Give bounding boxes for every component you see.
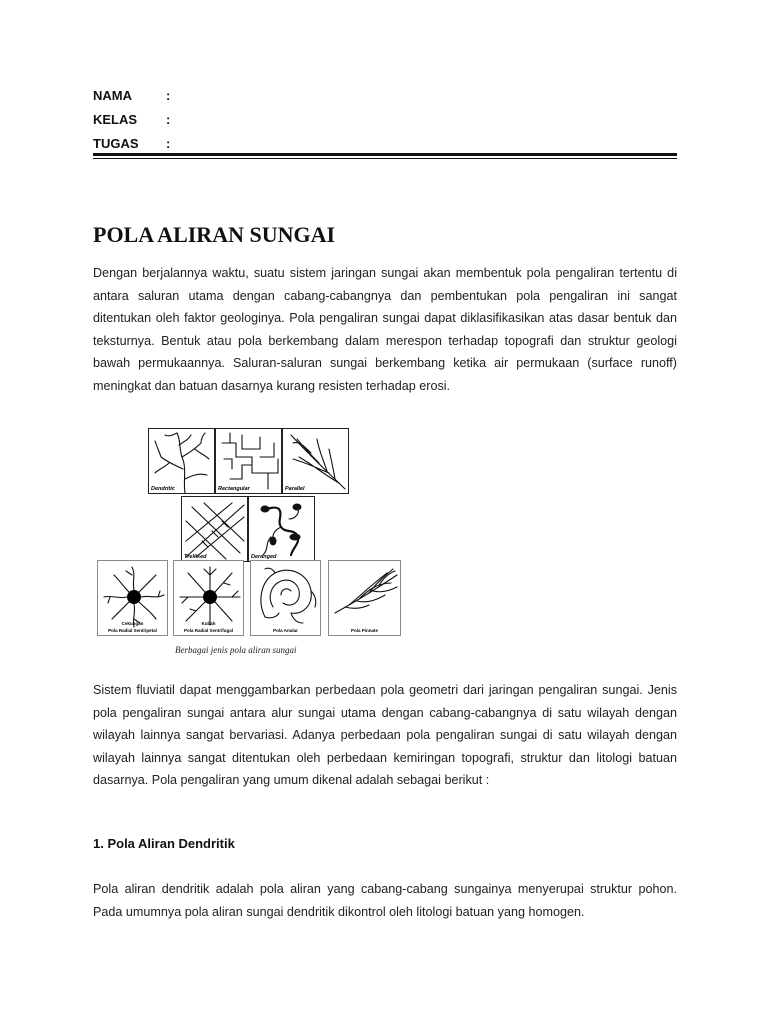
radial-centrifugal-sublabel: Kubah [201, 621, 216, 626]
class-label: KELAS [93, 112, 138, 127]
trellised-label: Trellised [184, 554, 207, 560]
deranged-label: Deranged [251, 554, 277, 560]
pinnate-label: Pola Pinnate [350, 628, 378, 633]
radial-centrifugal-panel [173, 560, 244, 636]
radial-centrifugal-label: Pola Radial Sentrifugal [183, 628, 233, 633]
name-colon: : [166, 88, 171, 103]
radial-centripetal-sublabel: Cekungan [121, 621, 144, 626]
rectangular-panel [215, 428, 282, 494]
header-rule-thin [93, 158, 677, 159]
header-rule-thick [93, 153, 677, 156]
radial-centripetal-label: Pola Radial Sentripetal [108, 628, 157, 633]
name-field [93, 88, 170, 103]
task-colon: : [166, 136, 171, 151]
class-field [93, 112, 170, 127]
body-paragraph: Sistem fluviatil dapat menggambarkan perbedaan pola geometri dari jaringan pengaliran sungai. Jenis pola pengaliran sungai antara alur sungai utama dengan cabang-cabangnya di satu wilayah dengan wilayah lainnya sangat bervariasi. Adanya perbedaan pola pengaliran sungai di satu wilayah dengan wilayah lainnya sangat ditentukan oleh perbedaan kemiringan topografi, struktur dan litologi batuan dasarnya. Pola pengaliran yang umum dikenal adalah sebagai berikut : [93, 683, 677, 788]
drainage-pattern-figure [93, 426, 423, 664]
dendritic-label: Dendritic [151, 486, 175, 492]
figure-caption: Berbagai jenis pola aliran sungai [175, 645, 297, 655]
annular-panel [250, 560, 321, 636]
pinnate-drawing [329, 561, 402, 637]
class-colon: : [166, 112, 171, 127]
parallel-label: Parallel [285, 486, 305, 492]
task-field [93, 136, 170, 151]
trellised-panel [181, 496, 248, 562]
radial-centripetal-panel [97, 560, 168, 636]
dendritic-paragraph: Pola aliran dendritik adalah pola aliran yang cabang-cabang sungainya menyerupai struktur pohon. Pada umumnya pola aliran sungai dendritik dikontrol oleh litologi batuan yang homogen. [93, 882, 677, 919]
annular-drawing [251, 561, 322, 637]
deranged-panel [248, 496, 315, 562]
rectangular-label: Rectangular [218, 486, 250, 492]
section-heading-dendritic: 1. Pola Aliran Dendritik [93, 836, 235, 851]
intro-paragraph: Dengan berjalannya waktu, suatu sistem jaringan sungai akan membentuk pola pengaliran tertentu di antara saluran utama dengan cabang-cabangnya dan pembentukan pola pengaliran ini sangat ditentukan oleh faktor geologinya. Pola pengaliran sungai dapat diklasifikasikan atas dasar bentuk dan teksturnya. Bentuk atau pola berkembang dalam merespon terhadap topografi dan struktur geologi bawah permukaannya. Saluran-saluran sungai berkembang ketika air permukaan (surface runoff) meningkat dan batuan dasarnya kurang resisten terhadap erosi. [93, 266, 677, 393]
dendritic-panel [148, 428, 215, 494]
annular-label: Pola Anular [273, 628, 298, 633]
pinnate-panel [328, 560, 401, 636]
name-label: NAMA [93, 88, 132, 103]
task-label: TUGAS [93, 136, 139, 151]
page-title: POLA ALIRAN SUNGAI [93, 222, 336, 247]
parallel-panel [282, 428, 349, 494]
